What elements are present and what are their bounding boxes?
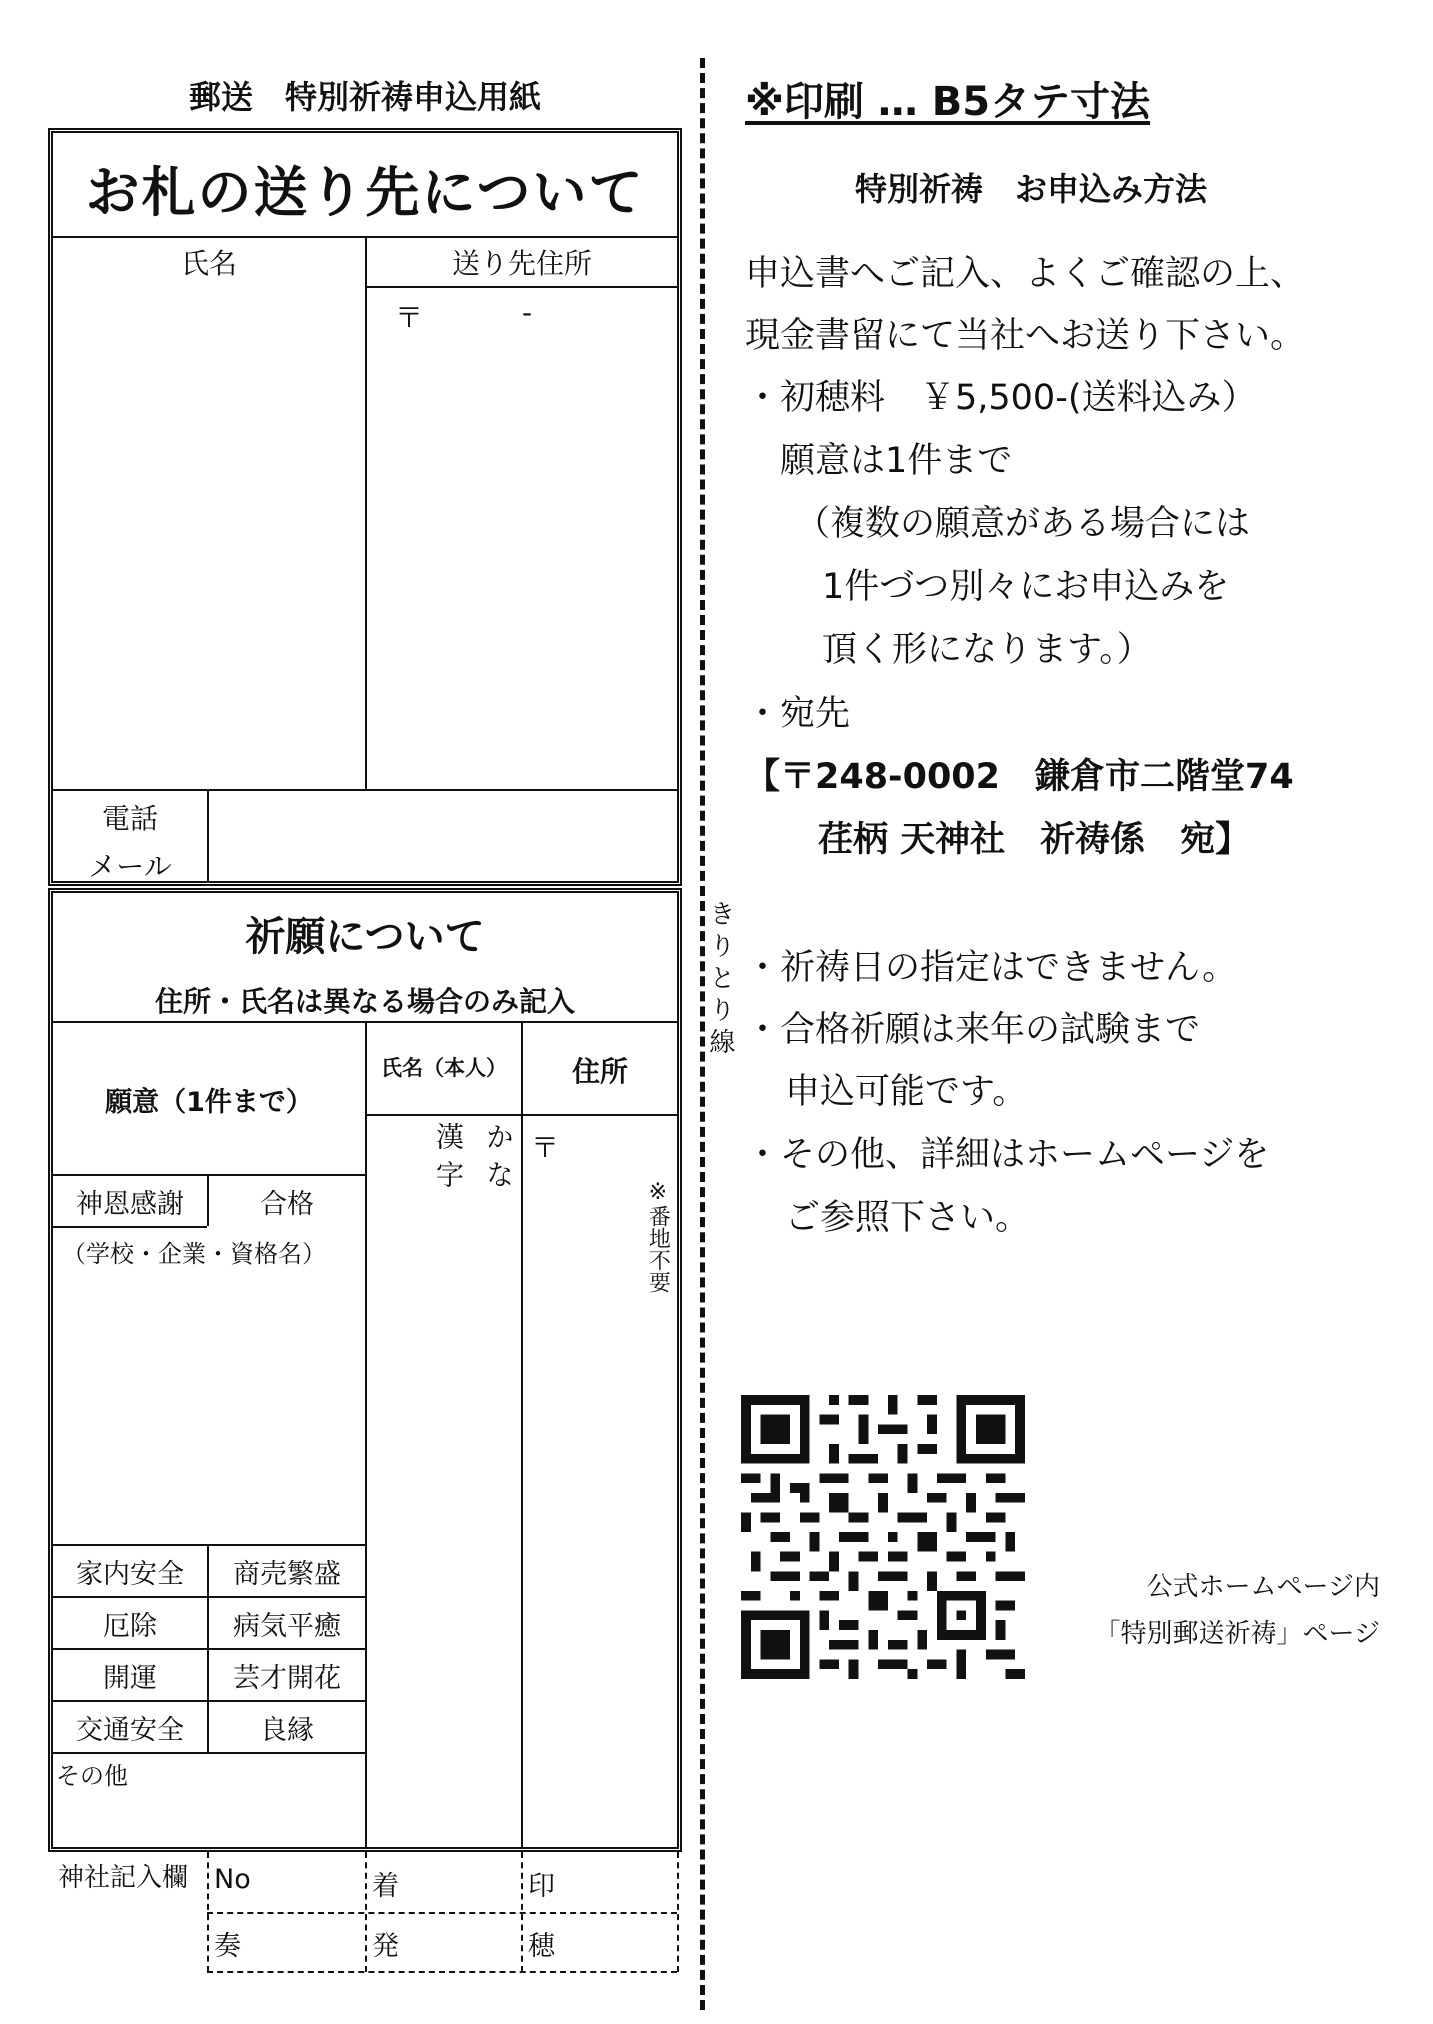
wish-option-geisai-kaika[interactable]: 芸才開花 xyxy=(233,1662,341,1694)
note-date-line: ・祈祷日の指定はできません。 xyxy=(745,948,1238,988)
note-details-line-2: ご参照下さい。 xyxy=(785,1198,1031,1238)
wish-option-koutsu-anzen[interactable]: 交通安全 xyxy=(76,1714,184,1746)
other-input-area[interactable] xyxy=(55,1786,363,1846)
office-cell-no: No xyxy=(214,1864,251,1895)
office-cell-ho: 穂 xyxy=(528,1931,555,1962)
kanji-label: 漢字 xyxy=(432,1122,465,1198)
prayer-subheading: 住所・氏名は異なる場合のみ記入 xyxy=(154,985,575,1018)
wish-option-shoubai-hanjou[interactable]: 商売繁盛 xyxy=(233,1558,341,1590)
no-number-note: ※番地不要 xyxy=(645,1180,671,1293)
other-label: その他 xyxy=(56,1762,128,1790)
instruction-line-1: 申込書へご記入、よくご確認の上、 xyxy=(745,254,1306,294)
email-label: メール xyxy=(88,850,172,883)
fee-line: ・初穂料 ￥5,500-(送料込み） xyxy=(745,378,1257,418)
destination-recipient: 荏柄 天神社 祈祷係 宛】 xyxy=(818,820,1251,860)
multiple-note-line-2: 1件づつ別々にお申込みを xyxy=(822,567,1230,607)
method-title: 特別祈祷 お申込み方法 xyxy=(855,170,1208,208)
office-cell-dispatch: 発 xyxy=(372,1931,399,1962)
wish-option-goukaku[interactable]: 合格 xyxy=(260,1188,314,1220)
contact-input-area[interactable] xyxy=(210,792,676,880)
postal-mark: 〒 xyxy=(395,301,424,334)
qr-code[interactable] xyxy=(741,1395,1025,1679)
phone-label: 電話 xyxy=(101,802,158,835)
school-note: （学校・企業・資格名） xyxy=(62,1240,326,1268)
qr-caption-1: 公式ホームページ内 xyxy=(1146,1572,1380,1602)
form-title: 郵送 特別祈祷申込用紙 xyxy=(188,78,541,116)
wish-option-kaiun[interactable]: 開運 xyxy=(103,1662,157,1694)
prayer-heading: 祈願について xyxy=(245,914,485,960)
beneficiary-name-label: 氏名（本人） xyxy=(381,1056,507,1080)
name-label: 氏名 xyxy=(180,247,237,280)
beneficiary-address-input[interactable] xyxy=(524,1170,634,1846)
postal-dash: - xyxy=(522,296,533,329)
office-cell-arrival: 着 xyxy=(372,1871,399,1902)
address-label: 送り先住所 xyxy=(451,247,592,280)
wish-option-kanai-anzen[interactable]: 家内安全 xyxy=(76,1558,184,1590)
wish-limit-line: 願意は1件まで xyxy=(745,441,1013,481)
wish-option-shinon-kansha[interactable]: 神恩感謝 xyxy=(76,1188,184,1220)
office-cell-sou: 奏 xyxy=(214,1931,241,1962)
beneficiary-postal-mark: 〒 xyxy=(531,1131,560,1164)
destination-label: ・宛先 xyxy=(745,694,851,734)
qr-caption-2: 「特別郵送祈祷」ページ xyxy=(1094,1619,1380,1649)
note-exam-line-2: 申込可能です。 xyxy=(785,1072,1028,1112)
wish-option-yakuyoke[interactable]: 厄除 xyxy=(103,1610,157,1642)
destination-address: 【〒248-0002 鎌倉市二階堂74 xyxy=(745,757,1294,797)
recipient-heading: お札の送り先について xyxy=(85,161,645,224)
print-note: ※印刷 … B5タテ寸法 xyxy=(745,79,1151,125)
multiple-note-line-1: （複数の願意がある場合には xyxy=(795,504,1251,544)
wish-option-byouki-heiyu[interactable]: 病気平癒 xyxy=(233,1610,341,1642)
instruction-line-2: 現金書留にて当社へお送り下さい。 xyxy=(745,316,1306,356)
wish-option-ryouen[interactable]: 良縁 xyxy=(260,1714,314,1746)
cut-line-label: きりとり線 xyxy=(705,900,735,1060)
school-input-area[interactable] xyxy=(55,1276,363,1542)
note-exam-line-1: ・合格祈願は来年の試験まで xyxy=(745,1010,1201,1050)
wish-label: 願意（1件まで） xyxy=(105,1087,313,1118)
beneficiary-name-input[interactable] xyxy=(368,1206,520,1846)
note-details-line-1: ・その他、詳細はホームページを xyxy=(745,1135,1270,1175)
beneficiary-address-label: 住所 xyxy=(571,1055,628,1088)
office-use-label: 神社記入欄 xyxy=(58,1863,189,1893)
address-input-area[interactable] xyxy=(367,330,677,788)
kana-label: かな xyxy=(482,1122,515,1198)
multiple-note-line-3: 頂く形になります。） xyxy=(822,630,1152,670)
office-cell-seal: 印 xyxy=(528,1871,555,1902)
name-input-area[interactable] xyxy=(53,288,365,788)
